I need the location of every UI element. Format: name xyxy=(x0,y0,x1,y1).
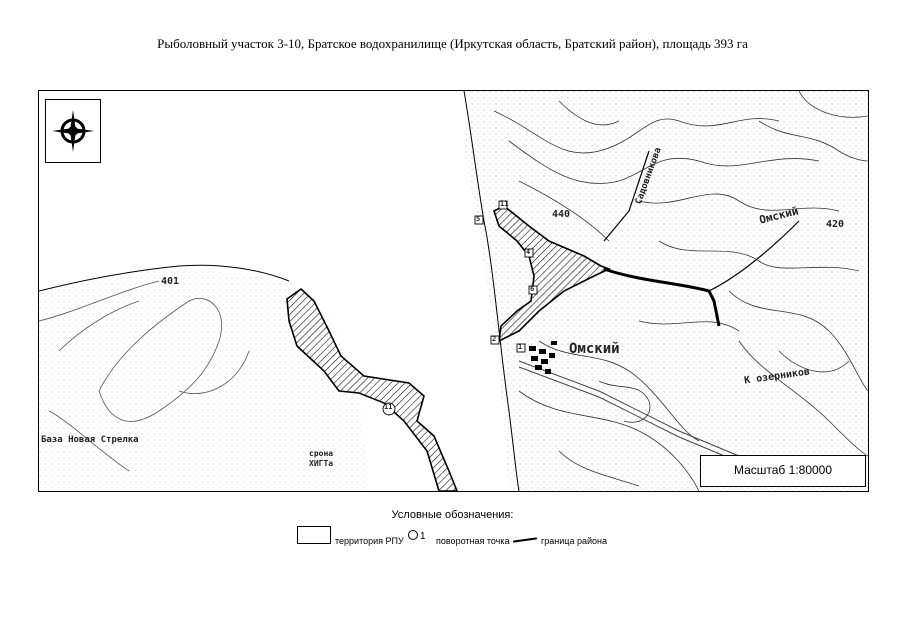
legend-border-label: граница района xyxy=(541,536,607,546)
compass-rose-icon xyxy=(45,99,101,163)
place-label: База Новая Стрелка xyxy=(41,435,139,445)
stream-label: Омский xyxy=(758,204,800,227)
turning-point-label: 4 xyxy=(526,248,531,256)
turning-point-label: 11 xyxy=(384,403,393,411)
village-label: Омский xyxy=(569,341,620,357)
place-label: срона xyxy=(309,449,334,458)
turning-point-label: 2 xyxy=(492,335,497,343)
turning-point-label: 1 xyxy=(518,343,523,351)
turning-point-label: 6 xyxy=(530,285,535,293)
scale-label: Масштаб 1:80000 xyxy=(733,463,833,477)
stream-label: Садовникова xyxy=(633,146,664,206)
terrain-texture xyxy=(39,91,868,491)
map-area[interactable] xyxy=(38,90,869,492)
elevation-label: 401 xyxy=(161,276,180,287)
legend-territory-label: территория РПУ xyxy=(335,536,404,546)
legend-point-circle-icon xyxy=(408,530,418,540)
legend-point-number: 1 xyxy=(420,531,426,542)
turning-point-label: 11 xyxy=(500,200,509,208)
place-label: ХИГТа xyxy=(309,459,334,468)
turning-point-label: 5 xyxy=(476,215,481,223)
legend-turning-point-label: поворотная точка xyxy=(436,536,510,546)
map-title: Рыболовный участок 3-10, Братское водохранилище (Иркутская область, Братский район), площадь 393 га xyxy=(157,36,748,51)
topographic-map xyxy=(39,91,868,491)
elevation-label: 440 xyxy=(552,209,571,220)
legend-territory-swatch xyxy=(297,526,331,544)
scale-box xyxy=(700,455,866,487)
elevation-label: 420 xyxy=(826,219,845,230)
stream-label: К озерников xyxy=(743,366,811,387)
legend-title: Условные обозначения: xyxy=(391,509,514,521)
legend-border-line xyxy=(513,537,537,542)
